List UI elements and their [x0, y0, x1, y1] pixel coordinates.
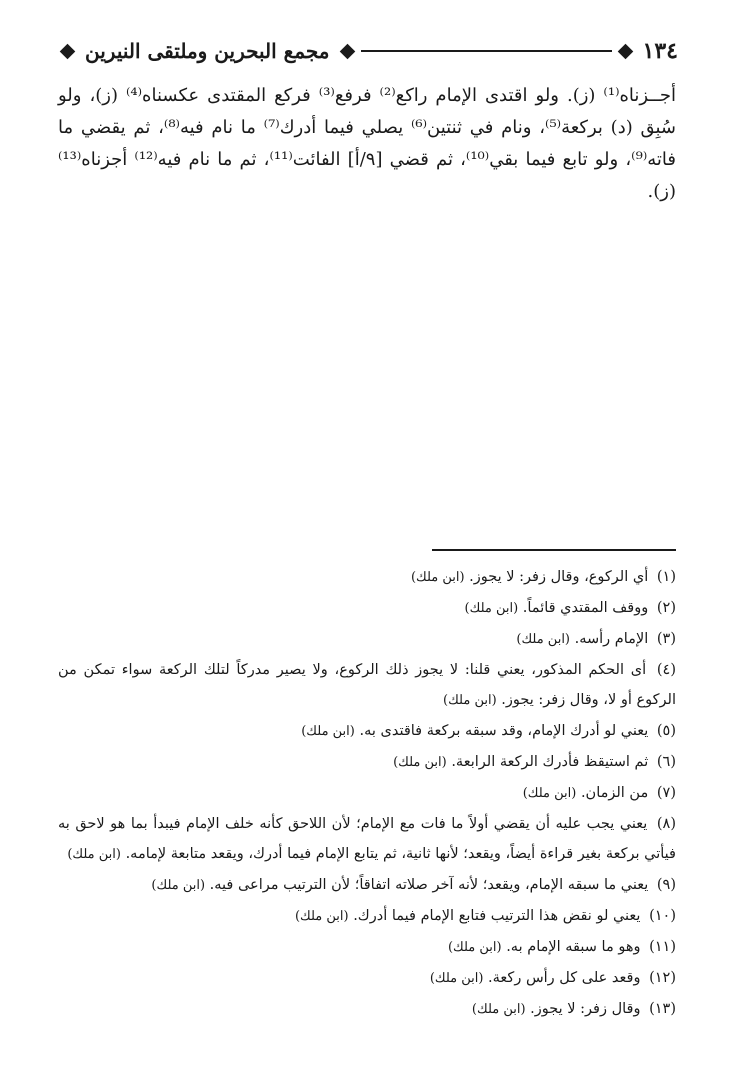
footnote-text: الإمام رأسه.	[574, 631, 649, 647]
main-paragraph: أجــزناه⁽¹⁾ (ز). ولو اقتدى الإمام راكع⁽²⁾ فرفع⁽³⁾ فركع المقتدى عكسناه⁽⁴⁾ (ز)، ولو سُبِق (د) بركعة⁽⁵⁾، ونام في ثنتين⁽⁶⁾ يصلي فيما أدرك⁽⁷⁾ ما نام فيه⁽⁸⁾، ثم يقضي ما فاته⁽⁹⁾، ولو تابع فيما بقي⁽¹⁰⁾، ثم قضي [٩/أ] الفائت⁽¹¹⁾، ثم ما نام فيه⁽¹²⁾ أجزناه⁽¹³⁾ (ز).	[58, 85, 677, 202]
footnote-source: (ابن ملك)	[151, 878, 206, 893]
footnote-number: (٧)	[656, 785, 676, 801]
footnote-source: (ابن ملك)	[464, 601, 519, 616]
footnote-number: (٤)	[656, 662, 676, 678]
footnote-source: (ابن ملك)	[393, 755, 447, 770]
footnote-number: (١٢)	[649, 970, 676, 986]
footnote-source: (ابن ملك)	[294, 909, 349, 924]
footnote-text: ثم استيقظ فأدرك الركعة الرابعة.	[451, 754, 649, 770]
footnote-4	[58, 655, 676, 716]
footnote-source: (ابن ملك)	[429, 971, 484, 986]
footnote-number: (٩)	[656, 877, 676, 893]
footnote-text: وهو ما سبقه الإمام به.	[506, 939, 641, 955]
header-rule	[361, 50, 612, 52]
footnotes-list	[58, 562, 676, 1025]
footnote-text: أى الحكم المذكور، يعني قلنا: لا يجوز ذلك الركوع، ولا يصير مدركاً لتلك الركعة سواء تمكن من الركوع أو لا، وقال زفر: يجوز.	[58, 662, 676, 708]
footnote-text: يعني لو نقض هذا الترتيب فتابع الإمام فيما أدرك.	[353, 908, 641, 924]
footnote-source: (ابن ملك)	[522, 786, 577, 801]
footnote-10	[58, 901, 676, 932]
footnote-13	[58, 994, 676, 1025]
footnote-1	[58, 562, 676, 593]
footnote-source: (ابن ملك)	[301, 724, 355, 739]
footnote-number: (١٠)	[649, 908, 676, 924]
footnote-number: (٨)	[656, 816, 676, 832]
footnote-text: من الزمان.	[580, 785, 649, 801]
running-header	[58, 38, 678, 64]
footnote-number: (١٣)	[649, 1001, 676, 1017]
footnote-source: (ابن ملك)	[410, 570, 465, 585]
footnote-2	[58, 593, 676, 624]
footnote-5	[58, 716, 676, 747]
diamond-ornament-icon	[617, 43, 633, 59]
footnote-12	[58, 963, 676, 994]
footnote-text: وقال زفر: لا يجوز.	[530, 1001, 641, 1017]
footnote-separator	[432, 549, 676, 551]
footnote-7	[58, 778, 676, 809]
page-number: ١٣٤	[642, 38, 678, 64]
footnote-source: (ابن ملك)	[516, 632, 570, 647]
footnote-text: وقعد على كل رأس ركعة.	[488, 970, 641, 986]
diamond-ornament-icon	[339, 43, 355, 59]
footnote-number: (١١)	[649, 939, 676, 955]
footnote-text: ووقف المقتدي قائماً.	[522, 600, 649, 616]
main-text-block	[58, 80, 676, 208]
footnote-text: أي الركوع، وقال زفر: لا يجوز.	[469, 569, 649, 585]
footnote-source: (ابن ملك)	[447, 940, 502, 955]
footnote-source: (ابن ملك)	[471, 1002, 526, 1017]
footnote-number: (٣)	[656, 631, 676, 647]
footnote-text: يعني ما سبقه الإمام، ويقعد؛ لأنه آخر صلاته اتفاقاً؛ لأن الترتيب مراعى فيه.	[209, 877, 649, 893]
footnote-6	[58, 747, 676, 778]
footnote-11	[58, 932, 676, 963]
book-title: مجمع البحرين وملتقى النيرين	[85, 39, 330, 63]
footnote-number: (٦)	[656, 754, 676, 770]
diamond-ornament-icon	[60, 43, 76, 59]
footnote-number: (١)	[656, 569, 676, 585]
footnote-text: يعني يجب عليه أن يقضي أولاً ما فات مع الإمام؛ لأن اللاحق كأنه خلف الإمام فيبدأ بما هو لاحق به فيأتي بركعة بغير قراءة أيضاً، ويقعد؛ لأنها ثانية، ثم يتابع الإمام فيما أدرك، ويقعد متابعة لإمامه.	[58, 816, 676, 862]
footnote-source: (ابن ملك)	[443, 693, 497, 708]
footnote-source: (ابن ملك)	[67, 847, 121, 862]
footnote-number: (٥)	[656, 723, 676, 739]
footnote-text: يعني لو أدرك الإمام، وقد سبقه بركعة فاقتدى به.	[359, 723, 649, 739]
footnote-3	[58, 624, 676, 655]
footnote-8	[58, 809, 676, 870]
footnote-9	[58, 870, 676, 901]
footnote-number: (٢)	[656, 600, 676, 616]
